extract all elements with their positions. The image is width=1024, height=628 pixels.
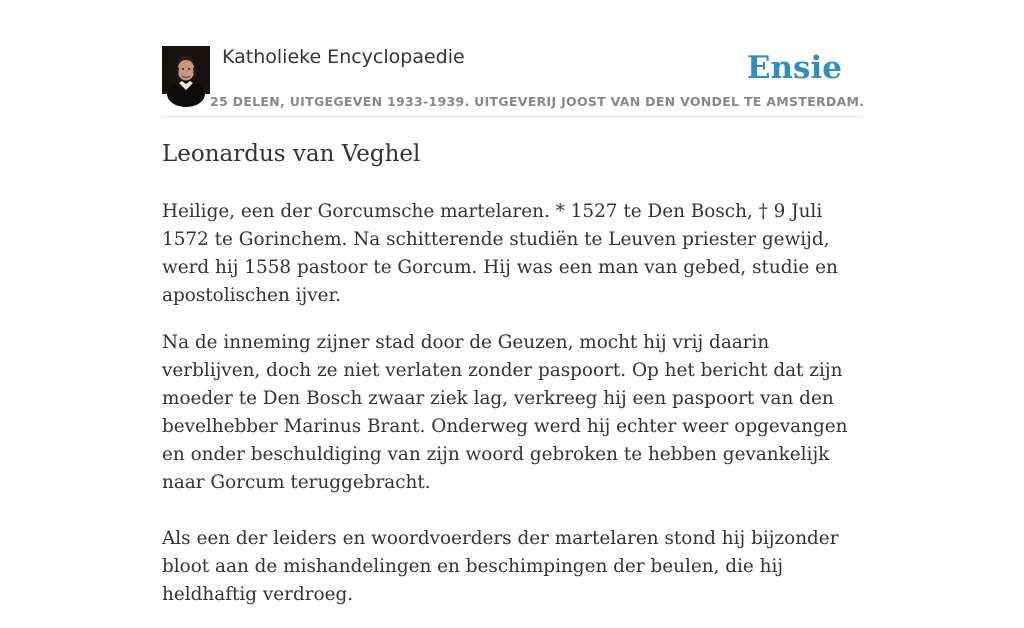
article-paragraph: Na de inneming zijner stad door de Geuzen, mocht hij vrij daarin verblijven, doch ze niet verlaten zonder paspoort. Op het bericht dat zijn moeder te Den Bosch zwaar ziek lag, verkreeg hij een paspoort van den bevelhebber Marinus Brant. Onderweg werd hij echter weer opgevangen en onder beschuldiging van zijn woord gebroken te hebben gevankelijk naar Gorcum teruggebracht. Als een der leiders en woordvoerders der martelaren stond hij bijzonder bloot aan de mishandelingen en beschimpingen der beulen, die hij heldhaftig verdroeg. bbox=[162, 332, 848, 605]
source-header bbox=[162, 40, 865, 117]
ensie-logo-link[interactable]: Ensie bbox=[746, 50, 842, 86]
source-avatar[interactable] bbox=[162, 46, 210, 94]
article-paragraph: Heilige, een der Gorcumsche martelaren. * 1527 te Den Bosch, † 9 Juli 1572 te Gorinchem. Na schitterende studiën te Leuven priester gewijd, werd hij 1558 pastoor te Gorcum. Hij was een man van gebed, studie en apostolischen ijver. bbox=[162, 201, 838, 306]
source-meta: 25 DELEN, UITGEGEVEN 1933-1939. UITGEVERIJ JOOST VAN DEN VONDEL TE AMSTERDAM. bbox=[210, 94, 865, 109]
source-title[interactable]: Katholieke Encyclopaedie bbox=[222, 46, 465, 68]
article-content bbox=[162, 138, 872, 628]
article-title: Leonardus van Veghel bbox=[162, 141, 421, 167]
portrait-icon bbox=[162, 46, 210, 94]
